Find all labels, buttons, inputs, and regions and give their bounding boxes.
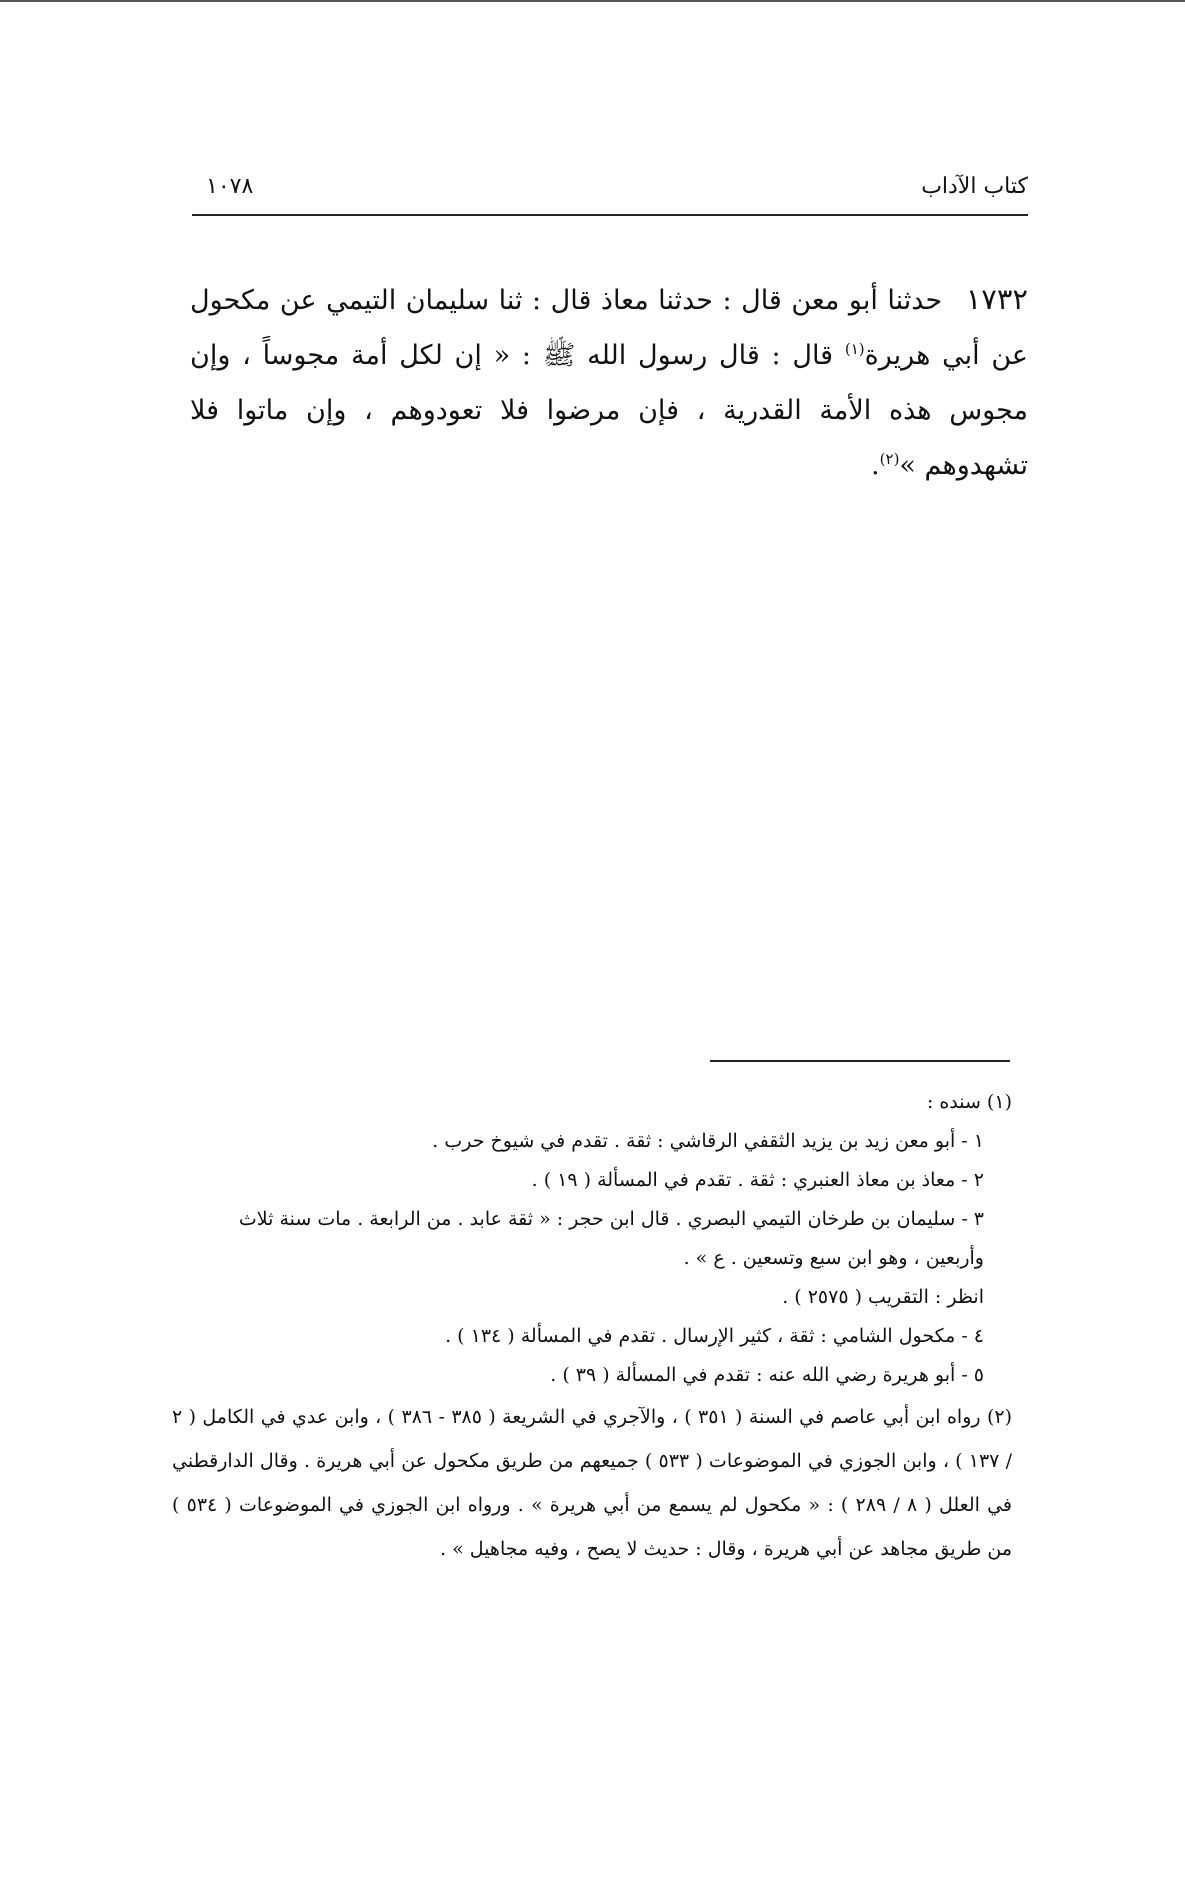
footnote-ref-2: (٢): [879, 450, 900, 468]
footnote-1-item: ٤ - مكحول الشامي : ثقة ، كثير الإرسال . تقدم في المسألة ( ١٣٤ ) .: [445, 1325, 984, 1347]
footnotes: [172, 1083, 1012, 1571]
footnote-2-label: (٢): [986, 1406, 1013, 1428]
running-header: [192, 174, 1028, 210]
hadith-text-part-1: حدثنا أبو معن قال : حدثنا معاذ قال : ثنا سليمان التيمي عن مكحول عن أبي هريرة: [190, 285, 1029, 371]
footnote-1-item: ١ - أبو معن زيد بن يزيد الثقفي الرقاشي : ثقة . تقدم في شيوخ حرب .: [432, 1130, 984, 1152]
hadith-number: ١٧٣٢: [965, 282, 1028, 316]
page-number: ١٠٧٨: [206, 174, 254, 199]
hadith-text-part-2: قال : قال رسول الله ﷺ : « إن لكل أمة مجوساً ، وإن مجوس هذه الأمة القدرية ، فإن مرضوا فلا تعودوهم ، وإن ماتوا فلا تشهدوهم »: [190, 340, 1028, 481]
footnote-separator: [710, 1060, 1010, 1062]
footnote-1-title: (١) سنده :: [926, 1091, 1012, 1113]
footnote-1-reference: انظر : التقريب ( ٢٥٧٥ ) .: [782, 1286, 984, 1308]
footnote-ref-1: (١): [844, 340, 865, 358]
hadith-paragraph: [190, 272, 1028, 493]
footnote-1-item: ٥ - أبو هريرة رضي الله عنه : تقدم في المسألة ( ٣٩ ) .: [550, 1364, 984, 1386]
scan-top-edge: [0, 0, 1185, 2]
hadith-text-end: .: [871, 450, 880, 481]
footnote-1-item-continuation: وأربعين ، وهو ابن سبع وتسعين . ع » .: [683, 1247, 984, 1269]
footnote-1-item: ٢ - معاذ بن معاذ العنبري : ثقة . تقدم في المسألة ( ١٩ ) .: [531, 1169, 984, 1191]
header-rule: [192, 214, 1028, 216]
footnote-1-item: ٣ - سليمان بن طرخان التيمي البصري . قال ابن حجر : « ثقة عابد . من الرابعة . مات سنة ثلاث: [238, 1208, 984, 1230]
book-title: كتاب الآداب: [921, 174, 1028, 199]
footnote-2-text: رواه ابن أبي عاصم في السنة ( ٣٥١ ) ، والآجري في الشريعة ( ٣٨٥ - ٣٨٦ ) ، وابن عدي في الكامل ( ٢ / ١٣٧ ) ، وابن الجوزي في الموضوعات ( ٥٣٣ ) جميعهم من طريق مكحول عن أبي هريرة . وقال الدارقطني في العلل ( ٨ / ٢٨٩ ) : « مكحول لم يسمع من أبي هريرة » . ورواه ابن الجوزي في الموضوعات ( ٥٣٤ ) من طريق مجاهد عن أبي هريرة ، وقال : حديث لا يصح ، وفيه مجاهيل » .: [172, 1406, 1013, 1560]
footnote-2: [172, 1395, 1012, 1571]
